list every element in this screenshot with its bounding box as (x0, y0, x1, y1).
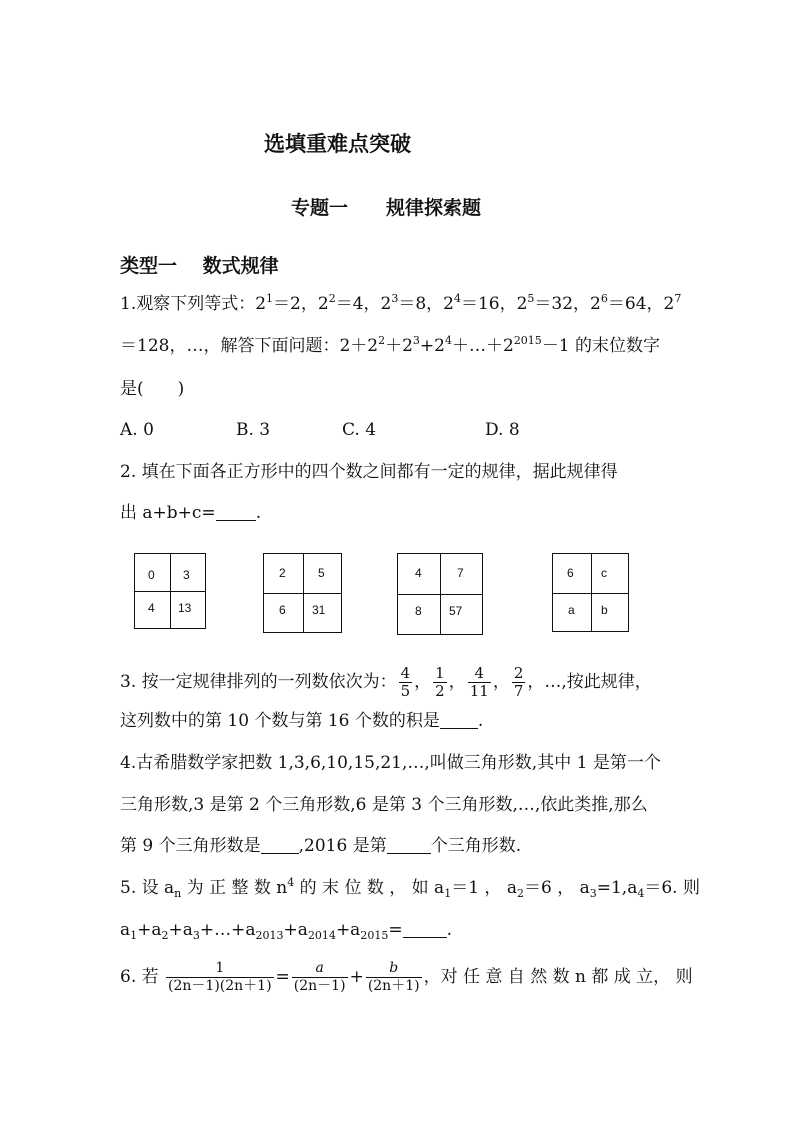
square-cell: 6 (279, 603, 286, 617)
q4-line3: 第 9 个三角形数是 ,2016 是第 个三角形数. (120, 836, 522, 856)
square-cell: 4 (148, 601, 155, 615)
q3-line2: 这列数中的第 10 个数与第 16 个数的积是 . (120, 711, 484, 731)
square-cell: 7 (457, 566, 464, 580)
square-cell: 31 (312, 603, 326, 617)
square-cell: 13 (178, 601, 192, 615)
square-cell: 2 (279, 566, 286, 580)
fraction: $\frac{b}{(2n+1)}$ (367, 960, 420, 994)
square-cell: b (601, 603, 608, 617)
square-cell: c (601, 566, 607, 580)
section-heading: 类型一 数式规律 (120, 255, 279, 277)
q5-answer-blank (403, 919, 447, 938)
q1-line1: 1.观察下列等式：$2^1=2$，$2^2=4$，$2^3=8$，$2^4=16$，$2^5=32$，$2^6=64$，$2^7$ (120, 292, 682, 314)
square-cell: 4 (415, 566, 422, 580)
q1-option-b: B. 3 (236, 420, 271, 440)
q4-line2: 三角形数,3 是第 2 个三角形数,6 是第 3 个三角形数,…,依此类推,那么 (120, 795, 648, 815)
number-square-3 (397, 553, 483, 635)
q4-answer-blank-1 (261, 835, 299, 854)
q5-line1: 5. 设 $a_n$ 为 正 整 数 $n^4$ 的 末 位 数 ， 如 $a_1=1$ ， $a_2=6$ ， $a_3=1,a_4=6$. 则 (120, 876, 700, 900)
q2-line1: 2. 填在下面各正方形中的四个数之间都有一定的规律，据此规律得 (120, 462, 618, 482)
q3-answer-blank (440, 710, 478, 729)
fraction: $\frac{1}{2}$ (435, 664, 445, 700)
square-cell: 0 (148, 568, 155, 582)
q1-option-c: C. 4 (342, 420, 377, 440)
square-cell: 5 (318, 566, 325, 580)
square-cell: 8 (415, 604, 422, 618)
square-cell: 6 (567, 566, 574, 580)
q6-line1: 6. 若 $\frac{1}{(2n-1)(2n+1)}$ = $\frac{a}{(2n-1)}$ + $\frac{b}{(2n+1)}$ ，对 任 意 自 然 数 n 都 成 立， 则 (120, 960, 693, 994)
square-cell: 57 (449, 604, 463, 618)
q4-answer-blank-2 (387, 835, 431, 854)
q5-line2: $a_1+a_2+a_3+\dots+a_{2013}+a_{2014}+a_{2015}=$ . (120, 920, 452, 942)
topic-subtitle: 专题一 规律探索题 (291, 197, 482, 219)
number-square-1 (134, 553, 206, 629)
q3-line1: 3. 按一定规律排列的一列数依次为： $\frac{4}{5}$ ， $\frac{1}{2}$ ， $\frac{4}{11}$ ， $\frac{2}{7}$ ，…,按此规律， (120, 664, 652, 700)
q1-option-a: A. 0 (120, 420, 154, 440)
q4-line1: 4.古希腊数学家把数 1,3,6,10,15,21,…,叫做三角形数,其中 1 是第一个 (120, 753, 661, 773)
q1-line2: ＝128，…，解答下面问题：$2+2^2+2^3+2^4+\dots+2^{2015}-1$ 的末位数字 (120, 334, 661, 356)
page-title: 选填重难点突破 (264, 131, 411, 156)
fraction: $\frac{1}{(2n-1)(2n+1)}$ (168, 960, 272, 994)
fraction: $\frac{2}{7}$ (513, 664, 524, 700)
q2-answer-blank (216, 502, 256, 521)
fraction: $\frac{4}{11}$ (469, 664, 489, 700)
number-square-2 (263, 553, 342, 633)
q2-line2: 出 a+b+c= . (120, 503, 262, 523)
q1-line3: 是( ) (120, 379, 185, 399)
number-square-4 (552, 553, 629, 632)
fraction: $\frac{4}{5}$ (400, 664, 411, 700)
square-cell: a (568, 603, 575, 617)
square-cell: 3 (183, 568, 190, 582)
fraction: $\frac{a}{(2n-1)}$ (293, 960, 346, 994)
q1-option-d: D. 8 (485, 420, 520, 440)
